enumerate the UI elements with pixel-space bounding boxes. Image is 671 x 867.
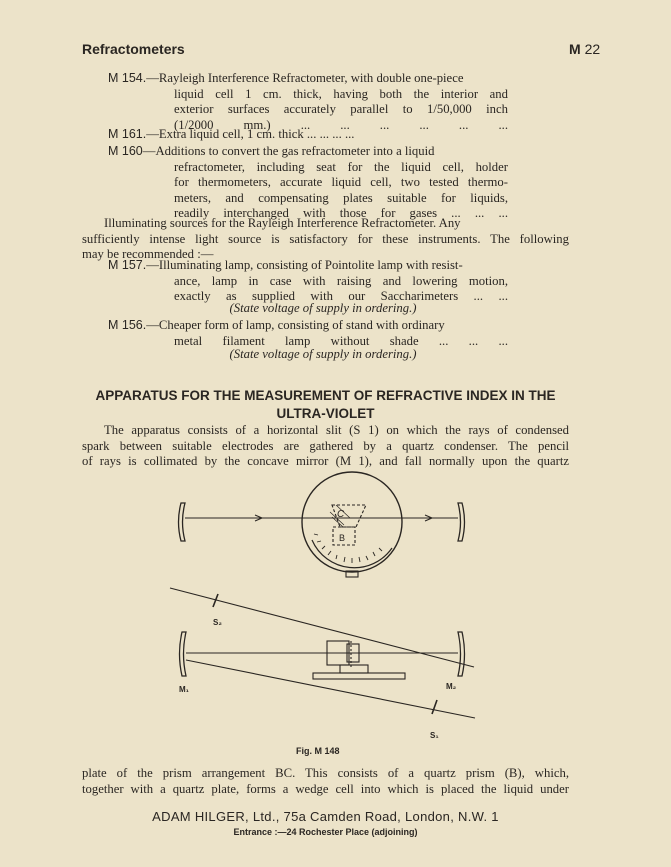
entry-m156 bbox=[108, 318, 508, 349]
paragraph-line: Illuminating sources for the Rayleigh Interference Refractometer. Any bbox=[104, 216, 461, 230]
lamp-note: (State voltage of supply in ordering.) bbox=[229, 301, 417, 315]
running-header-title: Refractometers bbox=[82, 41, 185, 57]
paragraph-line: spark between suitable electrodes are gathered by a quartz condenser. The pencil bbox=[82, 438, 569, 453]
figure-label-c: C bbox=[337, 509, 345, 520]
section-heading bbox=[82, 387, 569, 423]
rotating-table-circle bbox=[302, 472, 402, 572]
entry-line: readily interchanged with those for gases ... ... ... bbox=[174, 206, 508, 220]
entry-line: —Rayleigh Interference Refractometer, with double one-piece bbox=[146, 71, 464, 85]
figure-label-m1: M₁ bbox=[179, 685, 189, 694]
entry-line: —Additions to convert the gas refractometer into a liquid bbox=[142, 144, 435, 158]
entry-line: for thermometers, accurate liquid cell, two tested thermo- bbox=[174, 175, 508, 189]
section-heading-line: ULTRA-VIOLET bbox=[276, 406, 375, 421]
prism-base bbox=[340, 665, 368, 673]
entry-code: M 156. bbox=[108, 318, 147, 332]
entry-m157 bbox=[108, 258, 508, 305]
page-prefix: M bbox=[569, 41, 581, 57]
figure-label-m2: M₂ bbox=[446, 682, 457, 691]
beam-diag-lower bbox=[186, 660, 475, 718]
lamp-note: (State voltage of supply in ordering.) bbox=[229, 347, 417, 361]
illuminating-paragraph bbox=[82, 216, 569, 263]
entry-line: (1/2000 mm.) ... ... ... ... ... ... bbox=[174, 117, 508, 132]
section-heading-line: APPARATUS FOR THE MEASUREMENT OF REFRACTIVE INDEX IN THE bbox=[95, 388, 556, 403]
paragraph-line: of rays is collimated by the concave mirror (M 1), and fall normally upon the quartz bbox=[82, 454, 569, 468]
entry-m161 bbox=[108, 127, 508, 143]
paragraph-line: together with a quartz plate, forms a wedge cell into which is placed the liquid under bbox=[82, 781, 569, 796]
entry-line: —Illuminating lamp, consisting of Pointolite lamp with resist- bbox=[146, 258, 463, 272]
entry-line: exactly as supplied with our Saccharimeters ... ... bbox=[174, 289, 508, 303]
entry-code: M 154. bbox=[108, 71, 147, 85]
mirror-m1 bbox=[180, 632, 187, 676]
figure-label-s1: S₁ bbox=[430, 731, 439, 740]
mirror-left bbox=[179, 503, 186, 541]
entry-line: refractometer, including seat for the liquid cell, holder bbox=[174, 159, 508, 174]
page-number bbox=[569, 41, 600, 57]
footer-address: ADAM HILGER, Ltd., 75a Camden Road, London, N.W. 1 bbox=[152, 809, 499, 824]
entry-m154 bbox=[108, 71, 508, 133]
scale-ticks bbox=[314, 534, 382, 563]
slit-s1 bbox=[432, 700, 437, 714]
closing-paragraph bbox=[82, 766, 569, 797]
figure-label-b: B bbox=[339, 533, 346, 543]
entry-line: exterior surfaces accurately parallel to 1/50,000 inch bbox=[174, 102, 508, 116]
paragraph-line: plate of the prism arrangement BC. This consists of a quartz prism (B), which, bbox=[82, 766, 569, 780]
mirror-right bbox=[458, 503, 465, 541]
figure-label-s2: S₂ bbox=[213, 618, 222, 627]
entry-line: —Extra liquid cell, 1 cm. thick ... ... ... ... bbox=[146, 127, 355, 141]
paragraph-line: sufficiently intense light source is satisfactory for these instruments. The following bbox=[82, 231, 569, 246]
page-number-value: 22 bbox=[584, 41, 601, 57]
entry-line: liquid cell 1 cm. thick, having both the interior and bbox=[174, 86, 508, 101]
entry-line: meters, and compensating plates suitable for liquids, bbox=[174, 190, 508, 205]
section-paragraph bbox=[82, 423, 569, 470]
footer-entrance: Entrance :—24 Rochester Place (adjoining) bbox=[233, 827, 418, 837]
entry-line: metal filament lamp without shade ... ... ... bbox=[174, 333, 508, 348]
entry-line: —Cheaper form of lamp, consisting of stand with ordinary bbox=[146, 318, 445, 332]
figure-caption: Fig. M 148 bbox=[296, 746, 340, 756]
entry-line: ance, lamp in case with raising and lowering motion, bbox=[174, 273, 508, 288]
entry-code: M 161. bbox=[108, 127, 147, 141]
base-plate bbox=[313, 673, 405, 679]
entry-code: M 157. bbox=[108, 258, 147, 272]
paragraph-line: may be recommended :— bbox=[82, 247, 214, 261]
mirror-m2 bbox=[458, 632, 465, 676]
figure-m148 bbox=[150, 465, 490, 755]
entry-m160 bbox=[108, 144, 508, 222]
entry-code: M 160 bbox=[108, 144, 143, 158]
paragraph-line: The apparatus consists of a horizontal slit (S 1) on which the rays of condensed bbox=[104, 423, 569, 437]
